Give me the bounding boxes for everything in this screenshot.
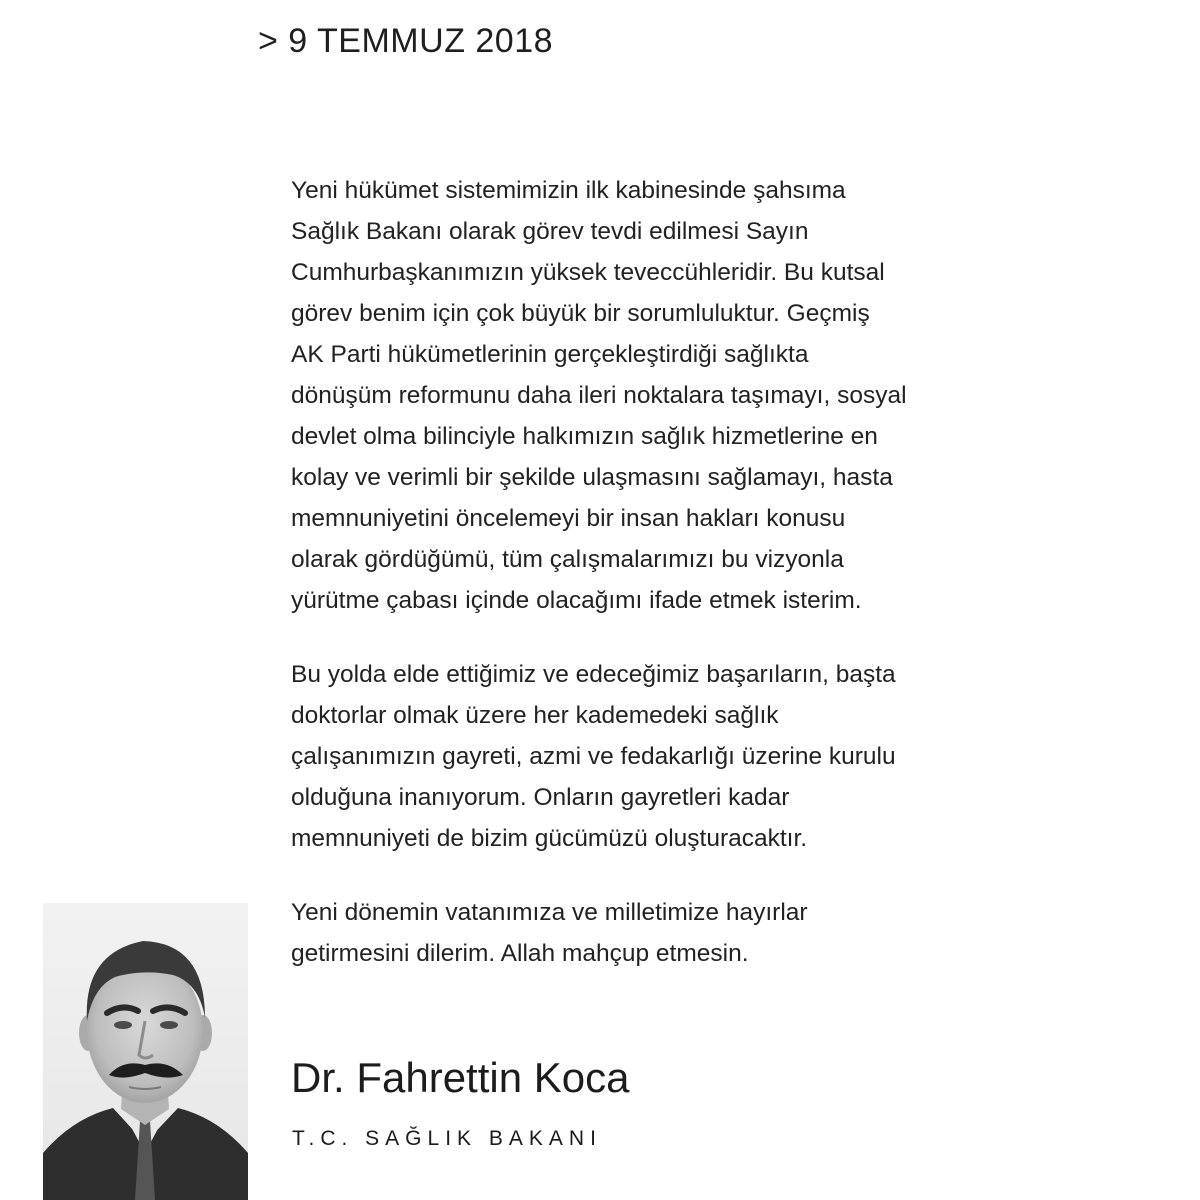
paragraph-3: [291, 892, 1051, 974]
paragraph-line: Bu yolda elde ettiğimiz ve edeceğimiz başarıların, başta: [291, 661, 896, 688]
paragraph-line: memnuniyetini öncelemeyi bir insan hakları konusu: [291, 505, 846, 532]
signature-name: Dr. Fahrettin Koca: [291, 1054, 630, 1101]
letter-body: [291, 170, 1051, 974]
paragraph-line: olduğuna inanıyorum. Onların gayretleri kadar: [291, 784, 790, 811]
paragraph-line: Yeni hükümet sistemimizin ilk kabinesinde şahsıma: [291, 177, 846, 204]
paragraph-line: doktorlar olmak üzere her kademedeki sağlık: [291, 702, 779, 729]
paragraph-line: olarak gördüğümü, tüm çalışmalarımızı bu vizyonla: [291, 546, 844, 573]
paragraph-line: görev benim için çok büyük bir sorumluluktur. Geçmiş: [291, 300, 870, 327]
paragraph-line: yürütme çabası içinde olacağımı ifade etmek isterim.: [291, 587, 862, 614]
paragraph-line: kolay ve verimli bir şekilde ulaşmasını sağlamayı, hasta: [291, 464, 893, 491]
minister-portrait: [43, 903, 248, 1200]
paragraph-line: AK Parti hükümetlerinin gerçekleştirdiği sağlıkta: [291, 341, 809, 368]
paragraph-line: dönüşüm reformunu daha ileri noktalara taşımayı, sosyal: [291, 382, 907, 409]
letter-date: > 9 TEMMUZ 2018: [258, 22, 554, 60]
signature-title: T.C. SAĞLIK BAKANI: [292, 1127, 602, 1150]
paragraph-line: Sağlık Bakanı olarak görev tevdi edilmesi Sayın: [291, 218, 809, 245]
paragraph-line: memnuniyeti de bizim gücümüzü oluşturacaktır.: [291, 825, 808, 852]
paragraph-2: [291, 654, 1051, 859]
paragraph-1: [291, 170, 1051, 621]
paragraph-line: Cumhurbaşkanımızın yüksek teveccühleridir. Bu kutsal: [291, 259, 885, 286]
paragraph-line: çalışanımızın gayreti, azmi ve fedakarlığı üzerine kurulu: [291, 743, 896, 770]
paragraph-line: devlet olma bilinciyle halkımızın sağlık hizmetlerine en: [291, 423, 878, 450]
paragraph-line: Yeni dönemin vatanımıza ve milletimize hayırlar: [291, 899, 808, 926]
paragraph-line: getirmesini dilerim. Allah mahçup etmesin.: [291, 940, 749, 967]
